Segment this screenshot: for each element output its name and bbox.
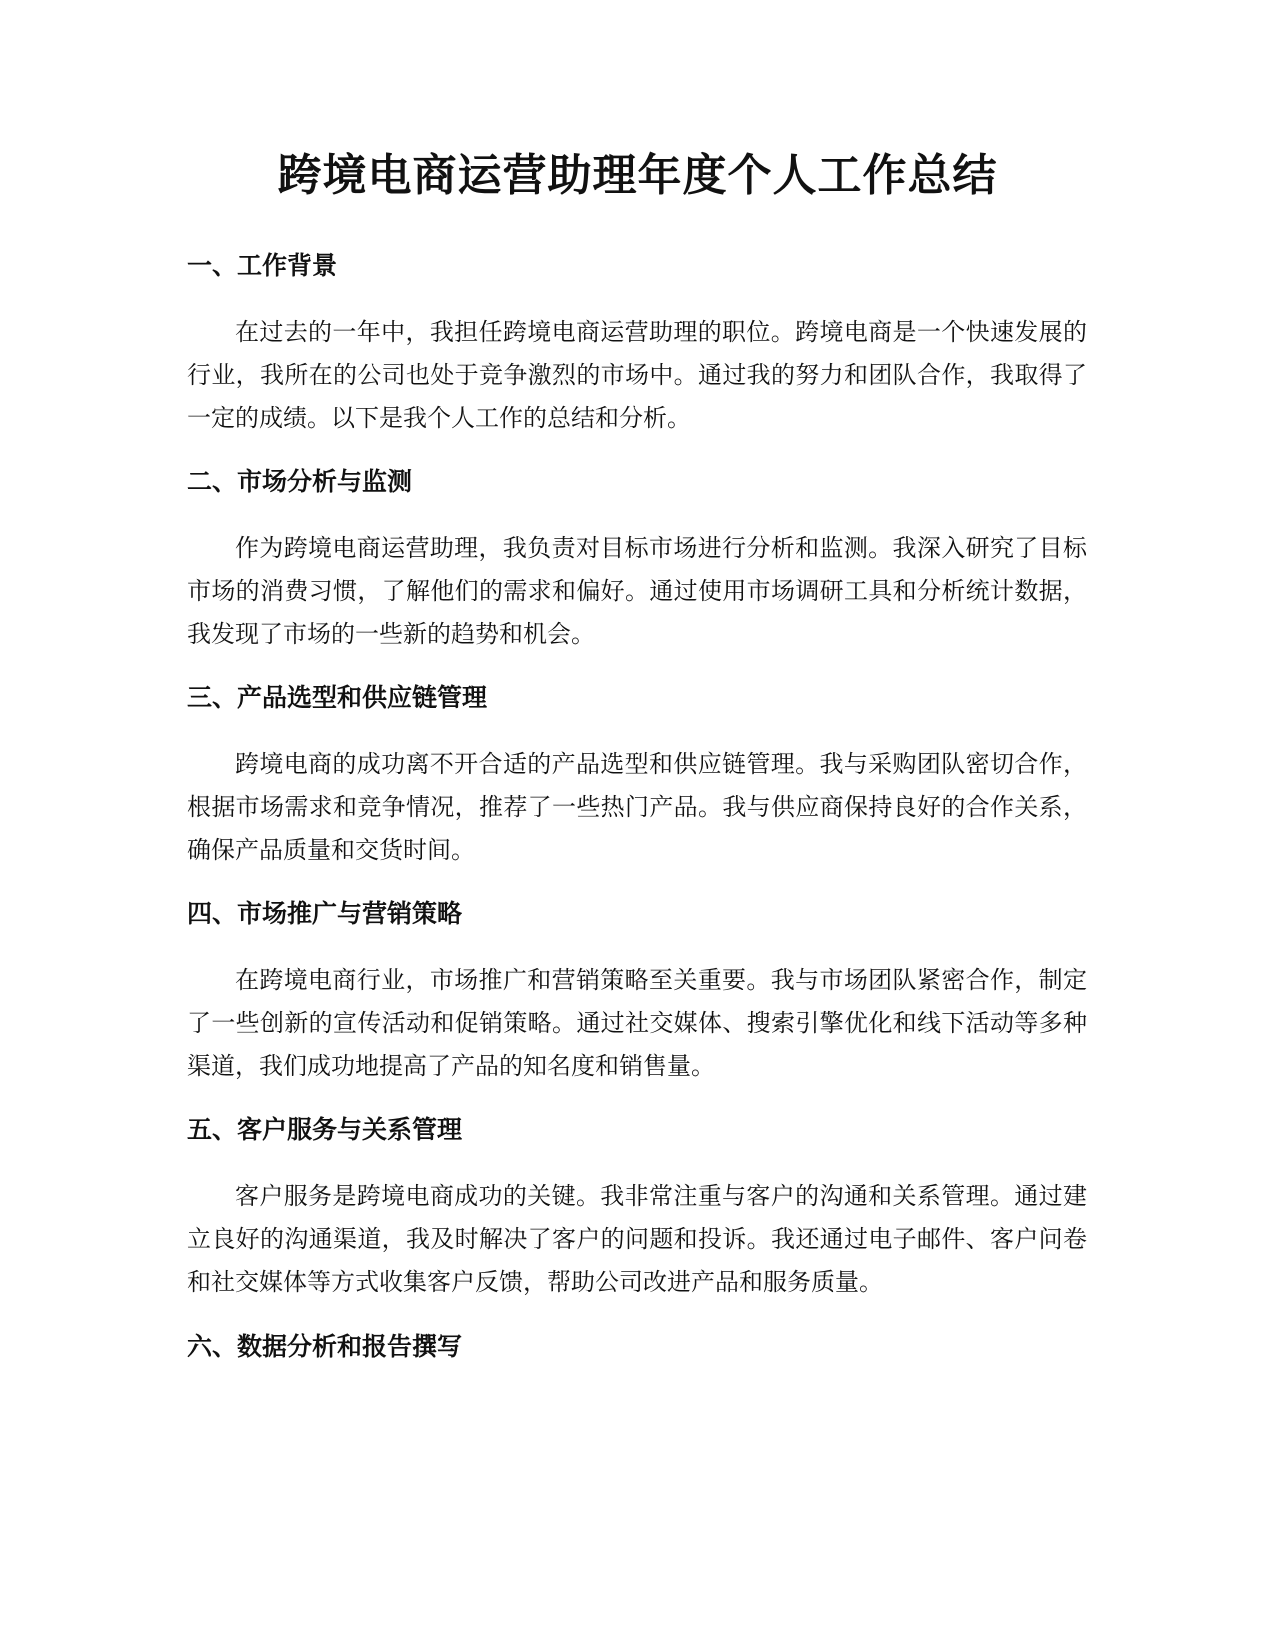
section-heading: 一、工作背景 — [187, 251, 338, 280]
section-paragraph: 作为跨境电商运营助理，我负责对目标市场进行分析和监测。我深入研究了目标市场的消费习惯，了解他们的需求和偏好。通过使用市场调研工具和分析统计数据，我发现了市场的一些新的趋势和机会。 — [187, 534, 1087, 648]
section-work-background — [187, 249, 1087, 440]
section-product-supply-chain — [187, 681, 1087, 872]
section-heading: 三、产品选型和供应链管理 — [187, 683, 488, 712]
section-heading: 六、数据分析和报告撰写 — [187, 1332, 463, 1361]
section-marketing-strategy — [187, 897, 1087, 1088]
document-title: 跨境电商运营助理年度个人工作总结 — [277, 150, 998, 201]
section-heading: 五、客户服务与关系管理 — [187, 1115, 463, 1144]
section-heading: 四、市场推广与营销策略 — [187, 899, 463, 928]
section-paragraph: 在跨境电商行业，市场推广和营销策略至关重要。我与市场团队紧密合作，制定了一些创新的宣传活动和促销策略。通过社交媒体、搜索引擎优化和线下活动等多种渠道，我们成功地提高了产品的知名度和销售量。 — [187, 966, 1087, 1080]
section-market-analysis — [187, 465, 1087, 656]
section-data-analysis — [187, 1330, 1087, 1364]
section-heading: 二、市场分析与监测 — [187, 467, 413, 496]
section-customer-service — [187, 1113, 1087, 1304]
section-paragraph: 跨境电商的成功离不开合适的产品选型和供应链管理。我与采购团队密切合作，根据市场需求和竞争情况，推荐了一些热门产品。我与供应商保持良好的合作关系，确保产品质量和交货时间。 — [187, 750, 1087, 864]
section-paragraph: 在过去的一年中，我担任跨境电商运营助理的职位。跨境电商是一个快速发展的行业，我所在的公司也处于竞争激烈的市场中。通过我的努力和团队合作，我取得了一定的成绩。以下是我个人工作的总结和分析。 — [187, 318, 1087, 432]
section-paragraph: 客户服务是跨境电商成功的关键。我非常注重与客户的沟通和关系管理。通过建立良好的沟通渠道，我及时解决了客户的问题和投诉。我还通过电子邮件、客户问卷和社交媒体等方式收集客户反馈，帮助公司改进产品和服务质量。 — [187, 1182, 1087, 1296]
